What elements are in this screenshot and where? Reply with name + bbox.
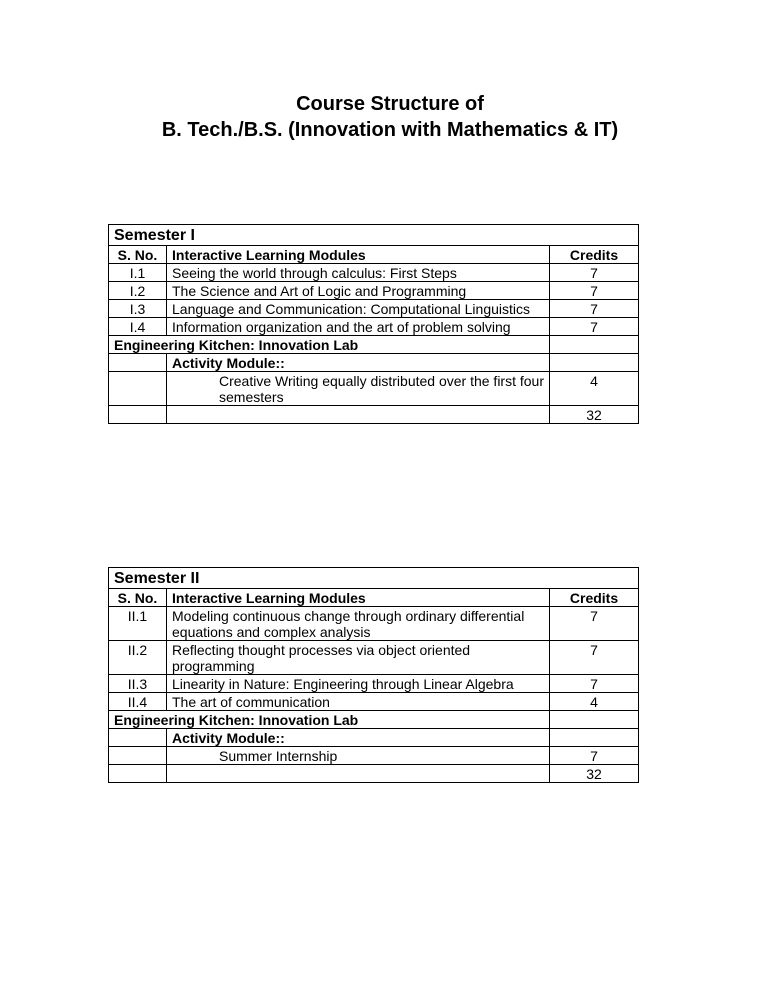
table-row	[109, 282, 639, 300]
row-credits: 7	[550, 318, 639, 336]
total-credits: 32	[550, 406, 639, 424]
row-credits: 7	[550, 607, 639, 641]
empty-cell	[167, 406, 550, 424]
table-row	[109, 675, 639, 693]
semester-1-table	[108, 224, 639, 424]
page-title-line-2: B. Tech./B.S. (Innovation with Mathematics & IT)	[161, 119, 619, 141]
row-module: The Science and Art of Logic and Programming	[167, 282, 550, 300]
activity-credits: 4	[550, 372, 639, 406]
row-sno: I.4	[109, 318, 167, 336]
row-module: Language and Communication: Computational Linguistics	[167, 300, 550, 318]
row-sno: II.2	[109, 641, 167, 675]
header-module: Interactive Learning Modules	[167, 589, 550, 607]
row-credits: 7	[550, 282, 639, 300]
empty-cell	[550, 354, 639, 372]
empty-cell	[550, 729, 639, 747]
table-row	[109, 641, 639, 675]
row-module: Information organization and the art of problem solving	[167, 318, 550, 336]
header-credits: Credits	[550, 246, 639, 264]
row-sno: I.1	[109, 264, 167, 282]
table-row	[109, 264, 639, 282]
table-row	[109, 318, 639, 336]
semester-2-table	[108, 567, 639, 783]
empty-cell	[550, 711, 639, 729]
engineering-kitchen-label: Engineering Kitchen: Innovation Lab	[109, 711, 550, 729]
row-credits: 7	[550, 675, 639, 693]
empty-cell	[109, 729, 167, 747]
header-sno: S. No.	[109, 589, 167, 607]
table-row	[109, 300, 639, 318]
activity-item: Creative Writing equally distributed over the first four semesters	[167, 372, 550, 406]
total-credits: 32	[550, 765, 639, 783]
empty-cell	[109, 406, 167, 424]
table-header-row	[109, 589, 639, 607]
activity-module-label: Activity Module::	[167, 354, 550, 372]
semester-1-heading: Semester I	[109, 225, 639, 246]
semester-2-heading: Semester II	[109, 568, 639, 589]
row-module: Reflecting thought processes via object oriented programming	[167, 641, 550, 675]
row-credits: 7	[550, 641, 639, 675]
activity-credits: 7	[550, 747, 639, 765]
empty-cell	[109, 765, 167, 783]
activity-item: Summer Internship	[167, 747, 550, 765]
row-sno: II.1	[109, 607, 167, 641]
row-module: Modeling continuous change through ordinary differential equations and complex analysis	[167, 607, 550, 641]
row-sno: II.4	[109, 693, 167, 711]
empty-cell	[109, 747, 167, 765]
header-module: Interactive Learning Modules	[167, 246, 550, 264]
row-credits: 7	[550, 300, 639, 318]
row-sno: I.2	[109, 282, 167, 300]
activity-module-label: Activity Module::	[167, 729, 550, 747]
table-row	[109, 607, 639, 641]
row-module: Seeing the world through calculus: First Steps	[167, 264, 550, 282]
row-credits: 4	[550, 693, 639, 711]
row-module: Linearity in Nature: Engineering through Linear Algebra	[167, 675, 550, 693]
empty-cell	[109, 354, 167, 372]
header-credits: Credits	[550, 589, 639, 607]
empty-cell	[550, 336, 639, 354]
table-header-row	[109, 246, 639, 264]
page-title-line-1: Course Structure of	[296, 93, 484, 115]
empty-cell	[167, 765, 550, 783]
row-module: The art of communication	[167, 693, 550, 711]
header-sno: S. No.	[109, 246, 167, 264]
table-row	[109, 693, 639, 711]
row-sno: I.3	[109, 300, 167, 318]
empty-cell	[109, 372, 167, 406]
engineering-kitchen-label: Engineering Kitchen: Innovation Lab	[109, 336, 550, 354]
row-credits: 7	[550, 264, 639, 282]
row-sno: II.3	[109, 675, 167, 693]
